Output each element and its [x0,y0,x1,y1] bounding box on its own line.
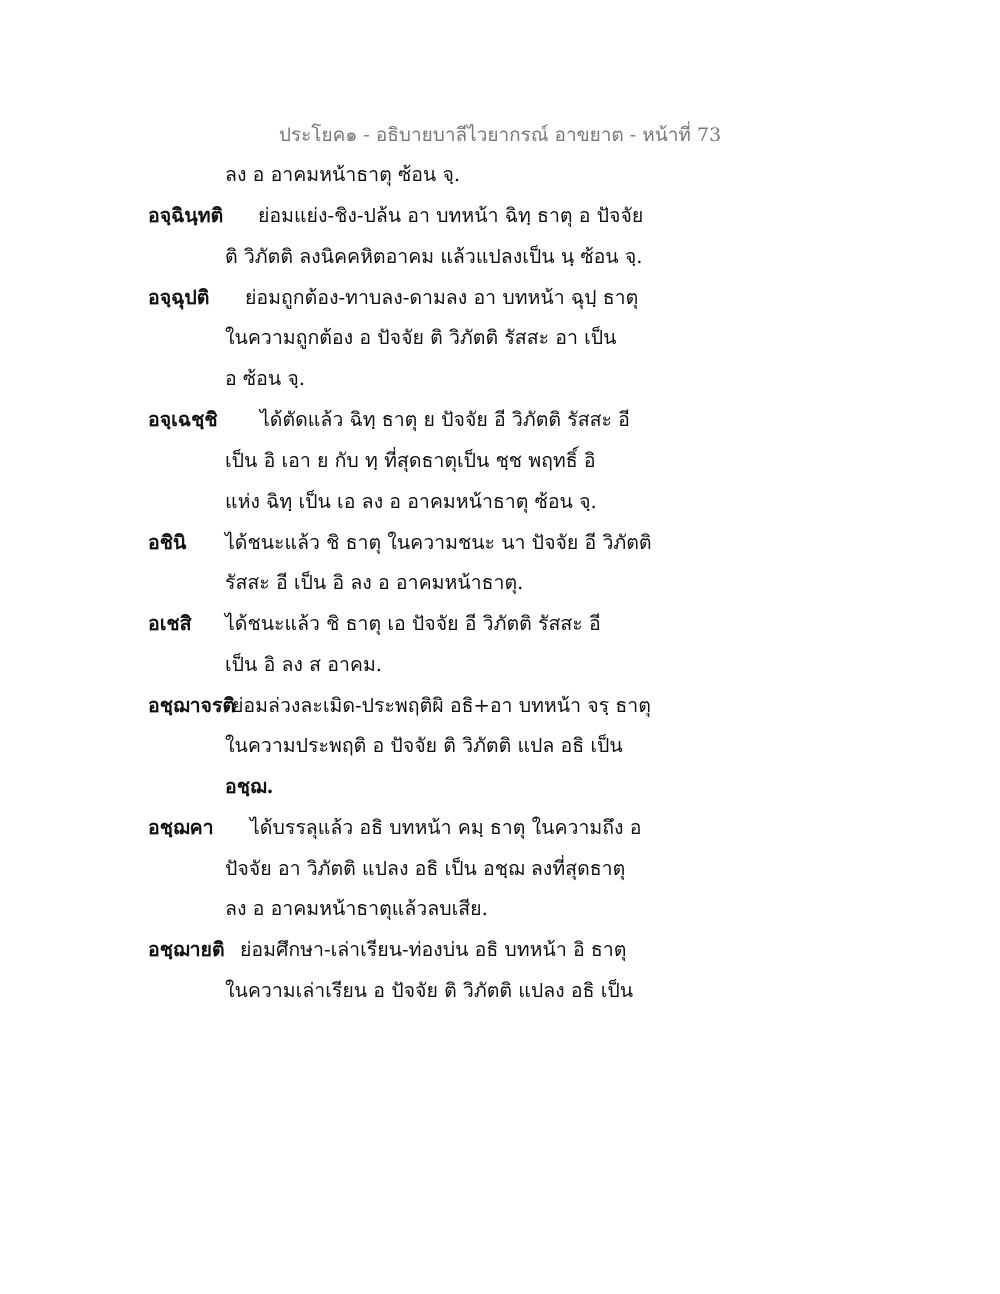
entry-headword: อจฺฉุปติ [148,286,210,309]
entry-line: ได้ชนะแล้ว ชิ ธาตุ เอ ปัจจัย อี วิภัตติ รัสสะ อี [225,612,601,635]
entry-line: แห่ง ฉิทฺ เป็น เอ ลง อ อาคมหน้าธาตุ ซ้อน จฺ. [225,490,597,513]
entry-line: ได้ชนะแล้ว ชิ ธาตุ ในความชนะ นา ปัจจัย อี วิภัตติ [225,531,652,554]
entry-line: ย่อมศึกษา-เล่าเรียน-ท่องบ่น อธิ บทหน้า อิ ธาตุ [240,938,627,961]
entry-headword: อชฺฌคา [148,816,214,839]
entry-line: ในความเล่าเรียน อ ปัจจัย ติ วิภัตติ แปลง อธิ เป็น [225,979,634,1002]
entry-headword: อชฺฌาจรติ [148,694,236,717]
entry-line: ย่อมล่วงละเมิด-ประพฤติผิ อธิ+อา บทหน้า จรฺ ธาตุ [232,694,651,717]
entry-headword: อชฺฌายติ [148,938,225,961]
entry-line: รัสสะ อี เป็น อิ ลง อ อาคมหน้าธาตุ. [225,571,524,594]
entry-line: ย่อมแย่ง-ชิง-ปล้น อา บทหน้า ฉิทฺ ธาตุ อ ปัจจัย [258,204,644,227]
entry-headword: อชินิ [148,531,187,554]
entry-line: ในความประพฤติ อ ปัจจัย ติ วิภัตติ แปล อธิ เป็น [225,734,623,757]
entry-line: ในความถูกต้อง อ ปัจจัย ติ วิภัตติ รัสสะ อา เป็น [225,326,617,349]
entry-line: เป็น อิ เอา ย กับ ทฺ ที่สุดธาตุเป็น ชฺช พฤทธิ์ อิ [225,449,596,472]
entry-line: ได้บรรลุแล้ว อธิ บทหน้า คมฺ ธาตุ ในความถึง อ [250,816,642,839]
entry-line: เป็น อิ ลง ส อาคม. [225,653,383,676]
entry-line: ย่อมถูกต้อง-ทาบลง-ดามลง อา บทหน้า ฉุปฺ ธาตุ [245,286,639,309]
entry-line: ติ วิภัตติ ลงนิคคหิตอาคม แล้วแปลงเป็น นฺ ซ้อน จฺ. [225,245,643,268]
entry-line: อ ซ้อน จฺ. [225,367,306,390]
entry-line: ปัจจัย อา วิภัตติ แปลง อธิ เป็น อชฺฌ ลงที่สุดธาตุ [225,857,626,880]
continuation-line: ลง อ อาคมหน้าธาตุ ซ้อน จฺ. [225,163,461,186]
entry-line: ได้ตัดแล้ว ฉิทฺ ธาตุ ย ปัจจัย อี วิภัตติ รัสสะ อี [260,408,630,431]
entry-headword: อเชสิ [148,612,192,635]
entry-headword: อจฺเฉชฺชิ [148,408,218,431]
entry-line: ลง อ อาคมหน้าธาตุแล้วลบเสีย. [225,897,488,920]
entry-line: อชฺฌ. [225,775,274,798]
page-header: ประโยค๑ - อธิบายบาลีไวยากรณ์ อาขยาต - หน้าที่ 73 [278,124,722,146]
entry-headword: อจฺฉินฺทติ [148,204,224,227]
